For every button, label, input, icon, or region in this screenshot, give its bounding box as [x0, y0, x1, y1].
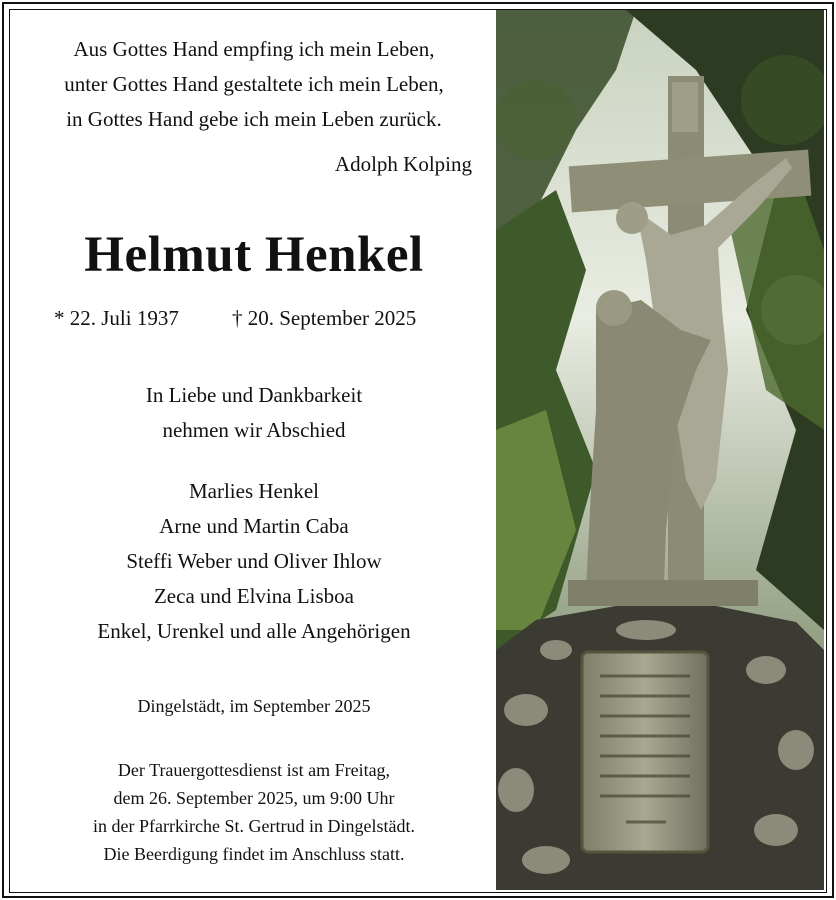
quote-line: Aus Gottes Hand empfing ich mein Leben, — [73, 37, 435, 61]
quote-line: unter Gottes Hand gestaltete ich mein Leben, — [64, 72, 444, 96]
mourner-line: Marlies Henkel — [188, 479, 320, 503]
quote-line: in Gottes Hand gebe ich mein Leben zurück. — [66, 107, 442, 131]
farewell-text — [14, 378, 494, 448]
service-info — [14, 756, 494, 868]
mourner-line: Arne und Martin Caba — [159, 514, 349, 538]
farewell-line: In Liebe und Dankbarkeit — [145, 383, 363, 407]
mourner-line: Enkel, Urenkel und alle Angehörigen — [97, 619, 411, 643]
service-line: in der Pfarrkirche St. Gertrud in Dingelstädt. — [93, 816, 415, 836]
birth-date: * 22. Juli 1937 — [54, 306, 179, 330]
crucifix-photo — [496, 10, 824, 890]
mourner-line: Zeca und Elvina Lisboa — [153, 584, 354, 608]
service-line: Die Beerdigung findet im Anschluss statt. — [103, 844, 405, 864]
quote-block — [14, 32, 494, 137]
service-line: dem 26. September 2025, um 9:00 Uhr — [113, 788, 395, 808]
crucifix-statue-image — [496, 10, 824, 890]
mourners-list — [14, 474, 494, 649]
quote-author: Adolph Kolping — [334, 152, 472, 176]
place-date: Dingelstädt, im September 2025 — [137, 696, 371, 716]
service-line: Der Trauergottesdienst ist am Freitag, — [117, 760, 391, 780]
obituary-text-column — [14, 14, 494, 888]
deceased-name: Helmut Henkel — [84, 227, 424, 283]
mourner-line: Steffi Weber und Oliver Ihlow — [126, 549, 382, 573]
death-date: † 20. September 2025 — [232, 306, 417, 330]
farewell-line: nehmen wir Abschied — [162, 418, 346, 442]
